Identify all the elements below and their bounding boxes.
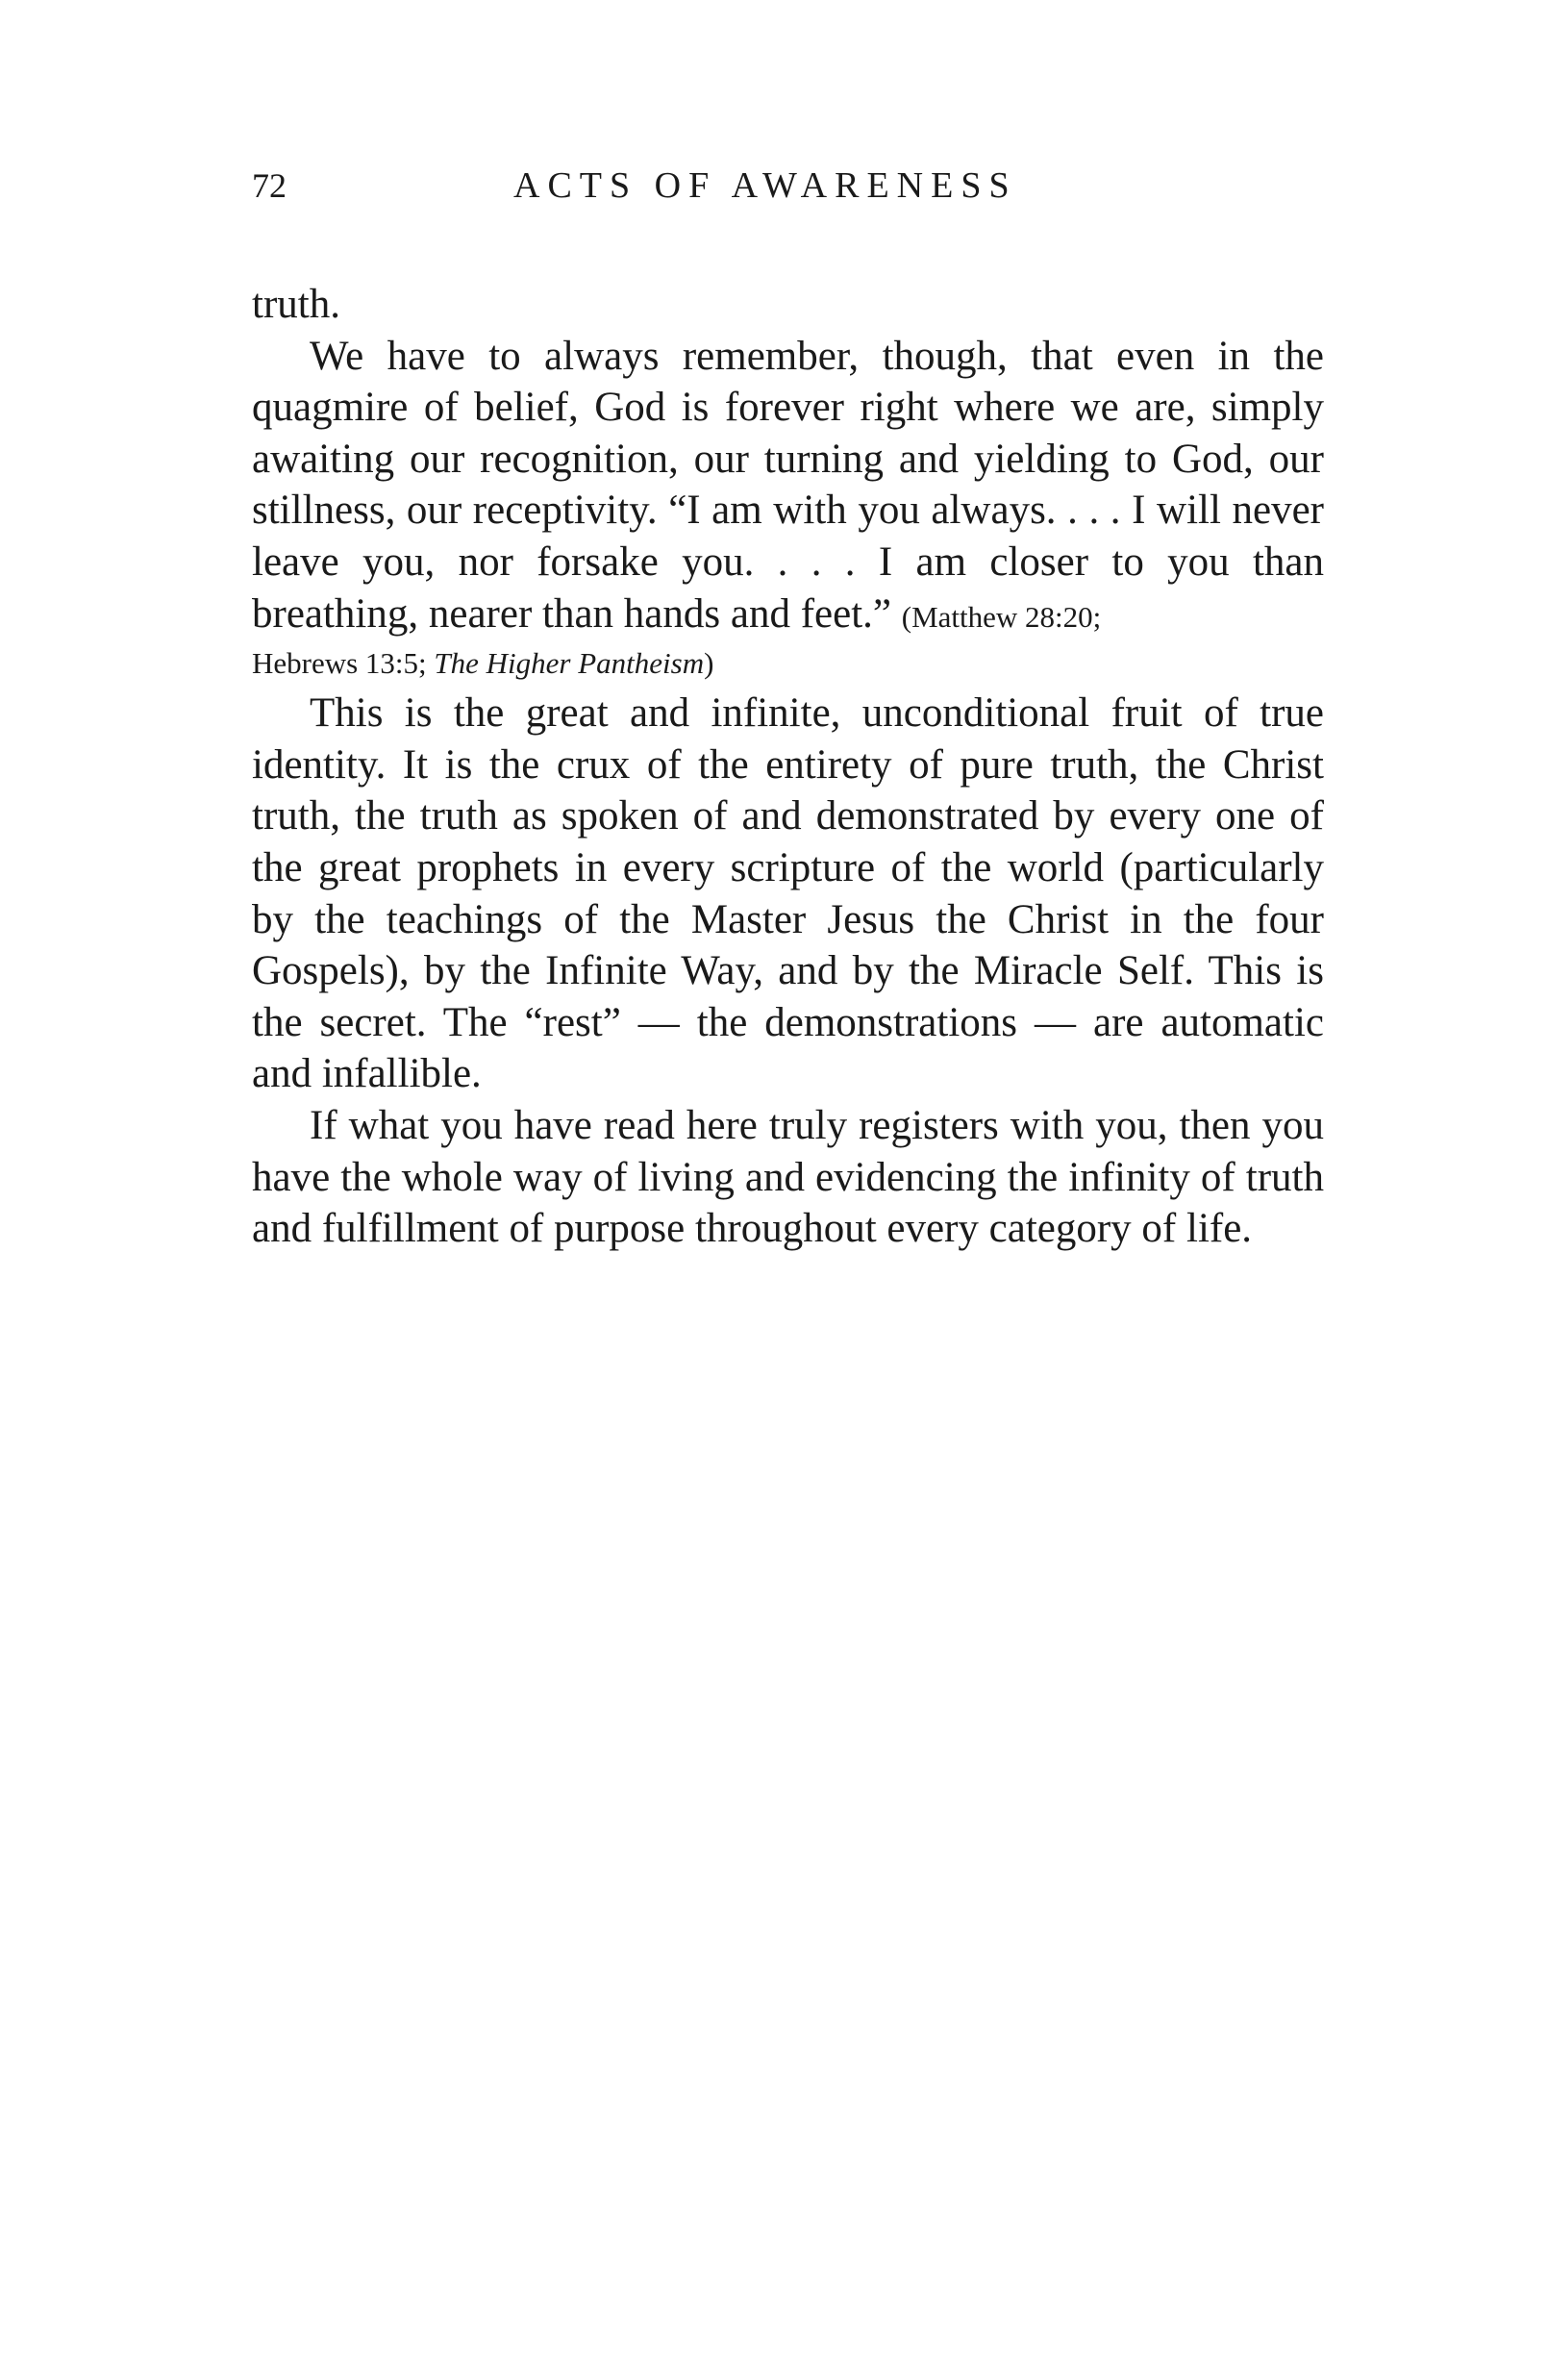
- paragraph-3: [252, 688, 1324, 1100]
- running-head: [252, 162, 1310, 210]
- paragraph-2: [252, 331, 1324, 689]
- paragraph-1: [252, 279, 1324, 331]
- paragraph-3-text: This is the great and infinite, unconditional fruit of true identity. It is the crux of the entirety of pure truth, the Christ truth, the truth as spoken of and demonstrated by every one of the great prophets in every scripture of the world (particularly by the teachings of the Master Jesus the Christ in the four Gospels), by the Infinite Way, and by the Miracle Self. This is the secret. The “rest” — the demonstrations — are automatic and infallible.: [252, 690, 1324, 1097]
- body-text: [252, 279, 1324, 1255]
- paragraph-1-text: truth.: [252, 282, 340, 327]
- book-title: ACTS OF AWARENESS: [513, 165, 1017, 206]
- citation-end: ): [704, 646, 714, 681]
- citation-line: [252, 639, 1324, 688]
- paragraph-4: [252, 1100, 1324, 1255]
- citation-mid: Hebrews 13:5;: [252, 646, 427, 681]
- paragraph-4-text: If what you have read here truly registers with you, then you have the whole way of living and evidencing the infinity of truth and fulfillment of purpose throughout every category of life.: [252, 1102, 1324, 1252]
- paragraph-2-text: We have to always remember, though, that even in the quagmire of belief, God is forever right where we are, simply awaiting our recognition, our turning and yielding to God, our stillness, our receptivity. “I am with you always. . . . I will never leave you, nor forsake you. . . . I am closer to you than breathing, nearer than hands and feet.”: [252, 333, 1324, 637]
- page-number: 72: [252, 166, 287, 205]
- citation-start: (Matthew 28:20;: [901, 599, 1102, 634]
- citation-title: The Higher Pantheism: [434, 646, 705, 681]
